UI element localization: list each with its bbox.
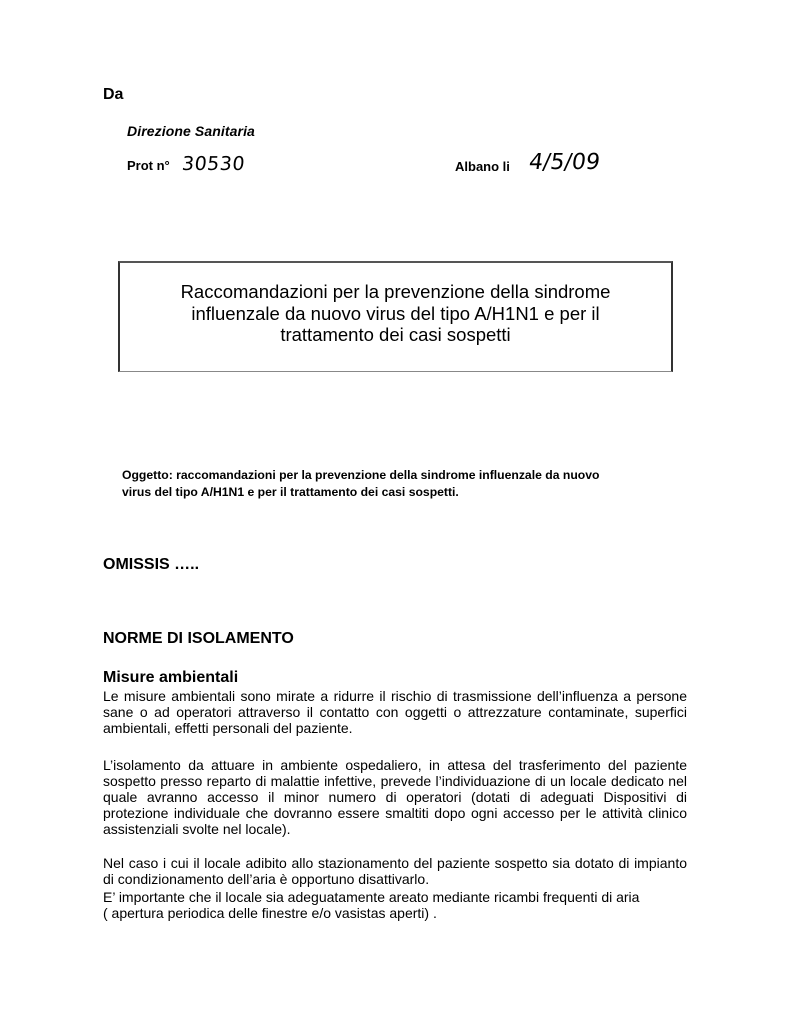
protocol-label: Prot n° <box>127 158 170 173</box>
paragraph-air-conditioning: Nel caso i cui il locale adibito allo stazionamento del paziente sospetto sia dotato di impianto di condizionamento dell’aria è opportuno disattivarlo. <box>103 855 687 887</box>
protocol-number-handwritten: 30530 <box>180 153 247 175</box>
date-handwritten: 4/5/09 <box>527 150 602 175</box>
title-line-1: Raccomandazioni per la prevenzione della sindrome <box>180 281 611 302</box>
paragraph-windows: ( apertura periodica delle finestre e/o vasistas aperti) . <box>103 905 437 921</box>
paragraph-isolation: L’isolamento da attuare in ambiente ospedaliero, in attesa del trasferimento del paziente sospetto presso reparto di malattie infettive, prevede l’individuazione di un locale dedicato nel quale avranno accesso il minor numero di operatori (dotati di adeguati Dispositivi di protezione individuale che dovranno essere smaltiti dopo ogni accesso per le attività clinico assistenziali svolte nel locale). <box>103 757 687 837</box>
subsection-heading: Misure ambientali <box>103 669 239 686</box>
subject-line <box>122 467 682 501</box>
document-title <box>118 281 673 346</box>
department-name: Direzione Sanitaria <box>127 123 255 139</box>
subject-line-2: virus del tipo A/H1N1 e per il trattamento dei casi sospetti. <box>122 485 459 499</box>
section-heading: NORME DI ISOLAMENTO <box>103 630 294 647</box>
subject-line-1: Oggetto: raccomandazioni per la prevenzione della sindrome influenzale da nuovo <box>122 468 600 482</box>
omissis-text: OMISSIS ….. <box>103 556 200 573</box>
title-line-3: trattamento dei casi sospetti <box>280 324 511 345</box>
place-label: Albano li <box>455 159 510 174</box>
title-line-2: influenzale da nuovo virus del tipo A/H1N1 e per il <box>191 302 600 324</box>
paragraph-ventilation: E’ importante che il locale sia adeguatamente areato mediante ricambi frequenti di aria <box>103 889 640 905</box>
sender-label: Da <box>103 86 124 103</box>
paragraph-environmental-measures: Le misure ambientali sono mirate a ridurre il rischio di trasmissione dell’influenza a persone sane o ad operatori attraverso il contatto con oggetti o attrezzature contaminate, superfici ambientali, effetti personali del paziente. <box>103 688 687 736</box>
